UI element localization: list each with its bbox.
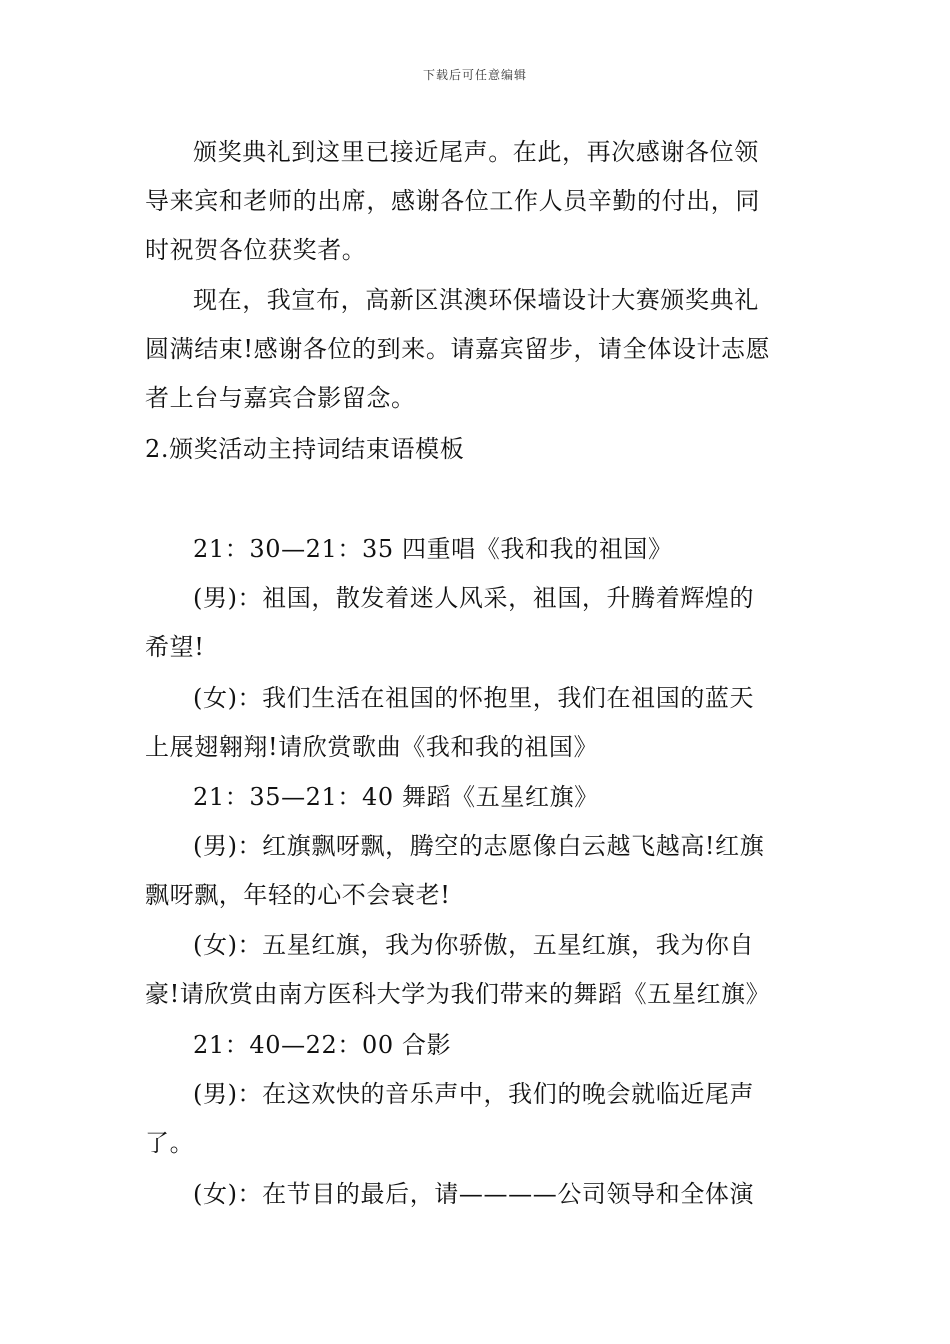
text-line: 希望! (145, 633, 205, 661)
text-line: 现在，我宣布，高新区淇澳环保墙设计大赛颁奖典礼 (193, 286, 759, 314)
text-line: 时祝贺各位获奖者。 (145, 236, 367, 264)
text-line: 飘呀飘，年轻的心不会衰老! (145, 881, 451, 909)
text-line: 颁奖典礼到这里已接近尾声。在此，再次感谢各位领 (193, 138, 759, 166)
text-line: 上展翅翱翔!请欣赏歌曲《我和我的祖国》 (145, 733, 599, 761)
text-line: (女)：五星红旗，我为你骄傲，五星红旗，我为你自 (193, 931, 755, 959)
text-line: 者上台与嘉宾合影留念。 (145, 384, 416, 412)
text-line: 豪!请欣赏由南方医科大学为我们带来的舞蹈《五星红旗》 (145, 980, 771, 1008)
text-line: 圆满结束!感谢各位的到来。请嘉宾留步，请全体设计志愿 (145, 335, 771, 363)
section-heading: 2.颁奖活动主持词结束语模板 (145, 435, 465, 463)
text-line: (男)：祖国，散发着迷人风采，祖国，升腾着辉煌的 (193, 584, 755, 612)
text-line: 导来宾和老师的出席，感谢各位工作人员辛勤的付出，同 (145, 187, 760, 215)
page-header: 下载后可任意编辑 (422, 68, 527, 82)
program-time: 21：40—22：00 合影 (193, 1031, 452, 1059)
text-line: 了。 (145, 1129, 195, 1157)
text-line: (男)：在这欢快的音乐声中，我们的晚会就临近尾声 (193, 1080, 755, 1108)
text-line: (男)：红旗飘呀飘，腾空的志愿像白云越飞越高!红旗 (193, 832, 765, 860)
program-time: 21：30—21：35 四重唱《我和我的祖国》 (193, 535, 673, 563)
program-time: 21：35—21：40 舞蹈《五星红旗》 (193, 783, 599, 811)
text-line: (女)：在节目的最后，请————公司领导和全体演 (193, 1180, 755, 1208)
text-line: (女)：我们生活在祖国的怀抱里，我们在祖国的蓝天 (193, 684, 755, 712)
